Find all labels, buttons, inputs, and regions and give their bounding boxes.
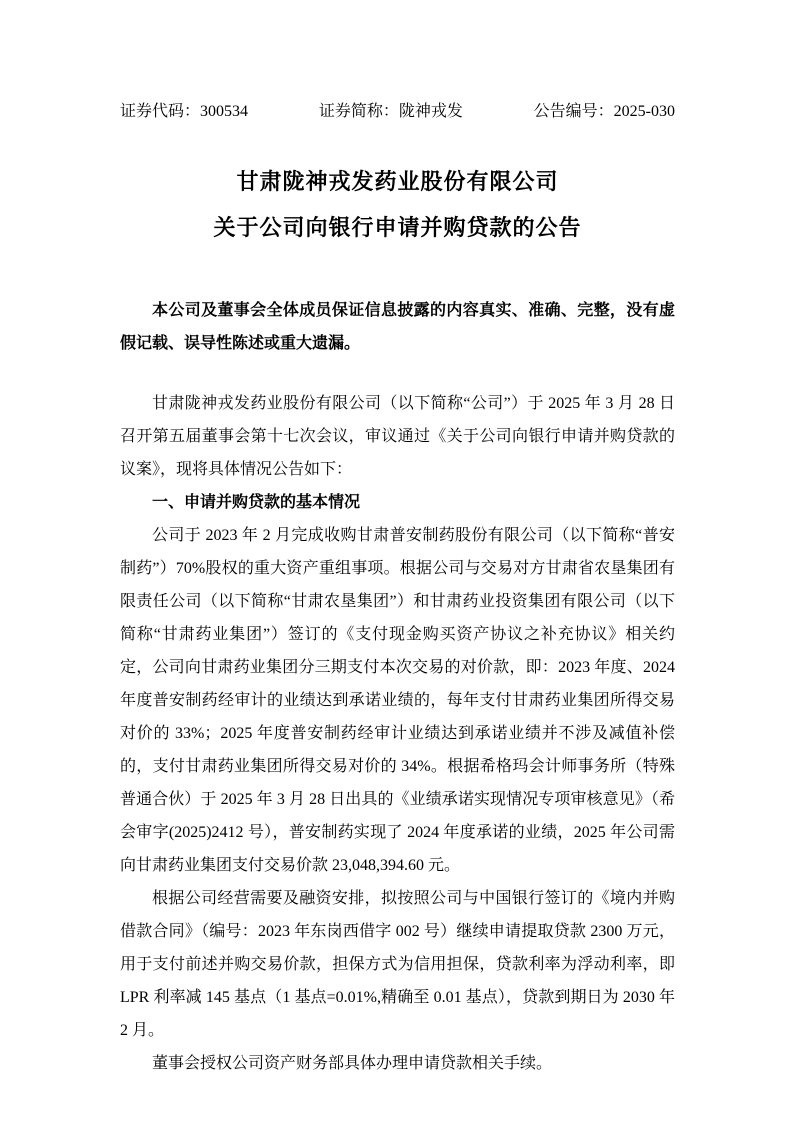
announcement-number-label: 公告编号：2025-030: [533, 103, 675, 120]
document-title: [120, 159, 675, 251]
stock-short-name-label: 证券简称：陇神戎发: [318, 103, 463, 120]
document-body: [120, 387, 675, 1080]
section-1-paragraph-2: 根据公司经营需要及融资安排，拟按照公司与中国银行签订的《境内并购借款合同》（编号：2023 年东岗西借字 002 号）继续申请提取贷款 2300 万元，用于支付前述并购交易价款，担保方式为信用担保，贷款利率为浮动利率，即 LPR 利率减 145 基点（1 基点=0.01%,精确至 0.01 基点），贷款到期日为 2030 年 2 月。: [120, 890, 675, 1039]
disclaimer-paragraph: 本公司及董事会全体成员保证信息披露的内容真实、准确、完整，没有虚假记载、误导性陈述或重大遗漏。: [120, 302, 675, 352]
section-1-paragraph-3: 董事会授权公司资产财务部具体办理申请贷款相关手续。: [152, 1055, 553, 1072]
section-1-paragraph-1: 公司于 2023 年 2 月完成收购甘肃普安制药股份有限公司（以下简称“普安制药”）70%股权的重大资产重组事项。根据公司与交易对方甘肃省农垦集团有限责任公司（以下简称“甘肃农垦集团”）和甘肃药业投资集团有限公司（以下简称“甘肃药业集团”）签订的《支付现金购买资产协议之补充协议》相关约定，公司向甘肃药业集团分三期支付本次交易的对价款，即：2023 年度、2024 年度普安制药经审计的业绩达到承诺业绩的，每年支付甘肃药业集团所得交易对价的 33%；2025 年度普安制药经审计业绩达到承诺业绩并不涉及减值补偿的，支付甘肃药业集团所得交易对价的 34%。根据希格玛会计师事务所（特殊普通合伙）于 2025 年 3 月 28 日出具的《业绩承诺实现情况专项审核意见》（希会审字(2025)2412 号），普安制药实现了 2024 年度承诺的业绩，2025 年公司需向甘肃药业集团支付交易价款 23,048,394.60 元。: [120, 527, 675, 874]
company-name-title-line: 甘肃陇神戎发药业股份有限公司: [236, 169, 559, 194]
stock-code-label: 证券代码：300534: [120, 103, 249, 120]
announcement-subject-title-line: 关于公司向银行申请并购贷款的公告: [213, 215, 582, 240]
intro-paragraph: 甘肃陇神戎发药业股份有限公司（以下简称“公司”）于 2025 年 3 月 28 日召开第五届董事会第十七次会议，审议通过《关于公司向银行申请并购贷款的议案》，现将具体情况公告如下：: [120, 395, 675, 478]
document-header: [120, 100, 675, 123]
section-1-heading: 一、申请并购贷款的基本情况: [152, 494, 361, 511]
